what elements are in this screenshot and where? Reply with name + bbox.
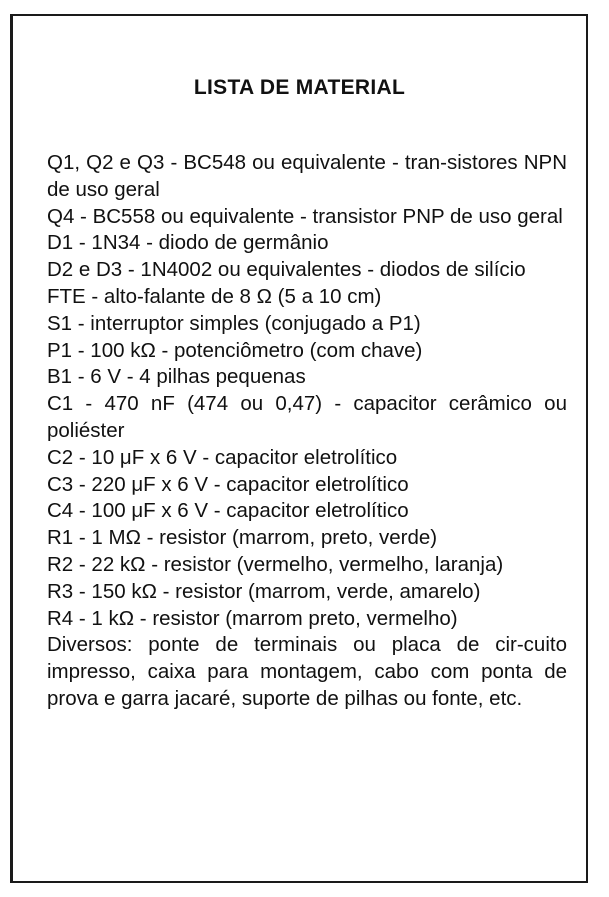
material-item-r1: R1 - 1 MΩ - resistor (marrom, preto, verde) bbox=[47, 526, 438, 550]
list-title: LISTA DE MATERIAL bbox=[193, 76, 406, 99]
material-item-q4: Q4 - BC558 ou equivalente - transistor PNP de uso geral bbox=[47, 204, 563, 228]
material-item-d2-d3: D2 e D3 - 1N4002 ou equivalentes - diodos de silício bbox=[47, 258, 526, 282]
material-item-diversos: Diversos: ponte de terminais ou placa de cir-cuito impresso, caixa para montagem, cabo com ponta de prova e garra jacaré, suporte de pilhas ou fonte, etc. bbox=[47, 633, 567, 710]
material-item-c2: C2 - 10 μF x 6 V - capacitor eletrolítico bbox=[47, 445, 398, 469]
material-item-c3: C3 - 220 μF x 6 V - capacitor eletrolítico bbox=[47, 472, 409, 496]
material-item-c4: C4 - 100 μF x 6 V - capacitor eletrolítico bbox=[47, 499, 409, 523]
material-items bbox=[47, 150, 567, 713]
material-item-r3: R3 - 150 kΩ - resistor (marrom, verde, amarelo) bbox=[47, 579, 481, 603]
material-item-r4: R4 - 1 kΩ - resistor (marrom preto, vermelho) bbox=[47, 606, 458, 630]
material-item-c1: C1 - 470 nF (474 ou 0,47) - capacitor cerâmico ou poliéster bbox=[47, 392, 567, 442]
material-item-r2: R2 - 22 kΩ - resistor (vermelho, vermelho, laranja) bbox=[47, 552, 504, 576]
material-item-p1: P1 - 100 kΩ - potenciômetro (com chave) bbox=[47, 338, 423, 362]
material-item-s1: S1 - interruptor simples (conjugado a P1) bbox=[47, 311, 421, 335]
material-item-b1: B1 - 6 V - 4 pilhas pequenas bbox=[47, 365, 306, 389]
material-list-box bbox=[10, 14, 588, 883]
material-item-fte: FTE - alto-falante de 8 Ω (5 a 10 cm) bbox=[47, 284, 382, 308]
material-item-q1-q3: Q1, Q2 e Q3 - BC548 ou equivalente - tran-sistores NPN de uso geral bbox=[47, 151, 567, 201]
material-item-d1: D1 - 1N34 - diodo de germânio bbox=[47, 231, 329, 255]
